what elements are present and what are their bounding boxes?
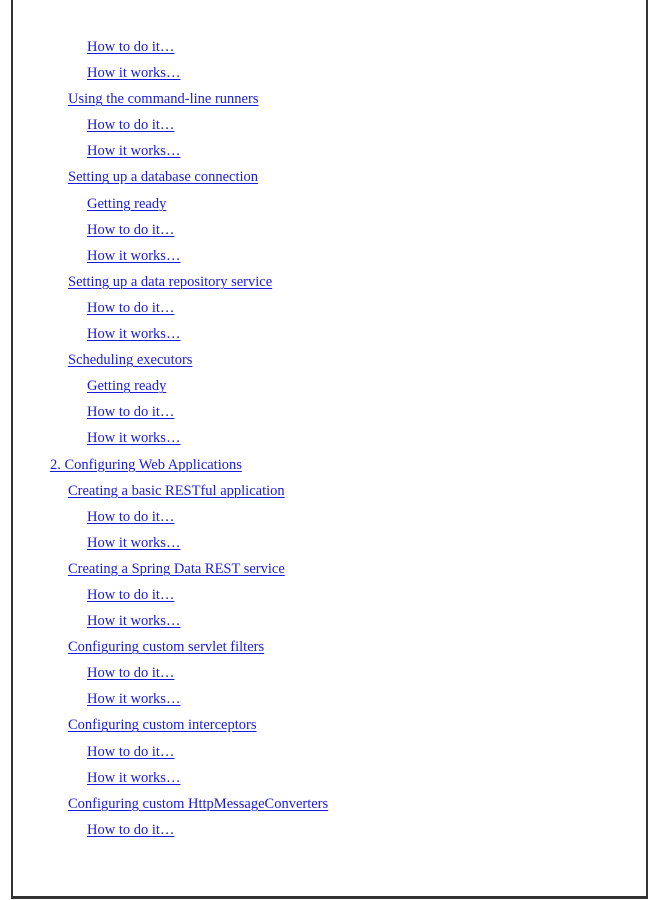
toc-link[interactable]: How to do it… — [87, 821, 175, 838]
toc-entry — [0, 112, 640, 138]
toc-link[interactable]: How it works… — [87, 534, 181, 551]
page-border-right — [646, 0, 648, 898]
toc-link[interactable]: How it works… — [87, 326, 181, 343]
toc-entry — [0, 373, 640, 399]
toc-entry — [0, 686, 640, 712]
toc-link[interactable]: Getting ready — [87, 378, 167, 395]
toc-link[interactable]: How to do it… — [87, 586, 175, 603]
toc-link[interactable]: How it works… — [87, 430, 181, 447]
toc-link[interactable]: How it works… — [87, 247, 181, 264]
toc-entry — [0, 712, 640, 738]
toc-entry — [0, 478, 640, 504]
toc-link[interactable]: How it works… — [87, 769, 181, 786]
toc-entry — [0, 269, 640, 295]
toc-link[interactable]: How to do it… — [87, 665, 175, 682]
toc-entry — [0, 86, 640, 112]
toc-link[interactable]: How to do it… — [87, 117, 175, 134]
toc-entry — [0, 321, 640, 347]
toc-entry — [0, 765, 640, 791]
toc-link[interactable]: How it works… — [87, 613, 181, 630]
toc-entry — [0, 399, 640, 425]
toc-entry — [0, 425, 640, 451]
toc-entry — [0, 791, 640, 817]
toc-entry — [0, 243, 640, 269]
toc-entry — [0, 217, 640, 243]
toc-link[interactable]: Using the command-line runners — [68, 91, 259, 108]
toc-link[interactable]: How to do it… — [87, 299, 175, 316]
toc-entry — [0, 582, 640, 608]
toc-entry — [0, 191, 640, 217]
toc-link[interactable]: Setting up a data repository service — [68, 273, 273, 290]
toc-link[interactable]: Creating a Spring Data REST service — [68, 560, 285, 577]
table-of-contents — [0, 34, 640, 843]
toc-entry — [0, 295, 640, 321]
toc-entry — [0, 556, 640, 582]
toc-entry — [0, 530, 640, 556]
toc-entry — [0, 504, 640, 530]
toc-link[interactable]: How it works… — [87, 65, 181, 82]
toc-entry — [0, 60, 640, 86]
toc-entry — [0, 452, 640, 478]
toc-entry — [0, 817, 640, 843]
toc-link[interactable]: Setting up a database connection — [68, 169, 259, 186]
toc-link[interactable]: How it works… — [87, 143, 181, 160]
toc-link[interactable]: How to do it… — [87, 221, 175, 238]
toc-entry — [0, 634, 640, 660]
toc-link[interactable]: Creating a basic RESTful application — [68, 482, 285, 499]
page-border-bottom — [11, 896, 648, 899]
toc-entry — [0, 347, 640, 373]
toc-link[interactable]: How to do it… — [87, 404, 175, 421]
toc-link[interactable]: 2. Configuring Web Applications — [50, 456, 242, 473]
toc-entry — [0, 164, 640, 190]
toc-entry — [0, 660, 640, 686]
toc-link[interactable]: How to do it… — [87, 743, 175, 760]
toc-entry — [0, 739, 640, 765]
toc-entry — [0, 34, 640, 60]
toc-link[interactable]: How to do it… — [87, 39, 175, 55]
toc-link[interactable]: Configuring custom servlet filters — [68, 639, 265, 656]
toc-link[interactable]: Scheduling executors — [68, 352, 193, 369]
toc-link[interactable]: Configuring custom interceptors — [68, 717, 257, 734]
toc-entry — [0, 608, 640, 634]
toc-link[interactable]: How to do it… — [87, 508, 175, 525]
toc-link[interactable]: Getting ready — [87, 195, 167, 212]
toc-link[interactable]: Configuring custom HttpMessageConverters — [68, 795, 329, 812]
toc-link[interactable]: How it works… — [87, 691, 181, 708]
toc-entry — [0, 138, 640, 164]
